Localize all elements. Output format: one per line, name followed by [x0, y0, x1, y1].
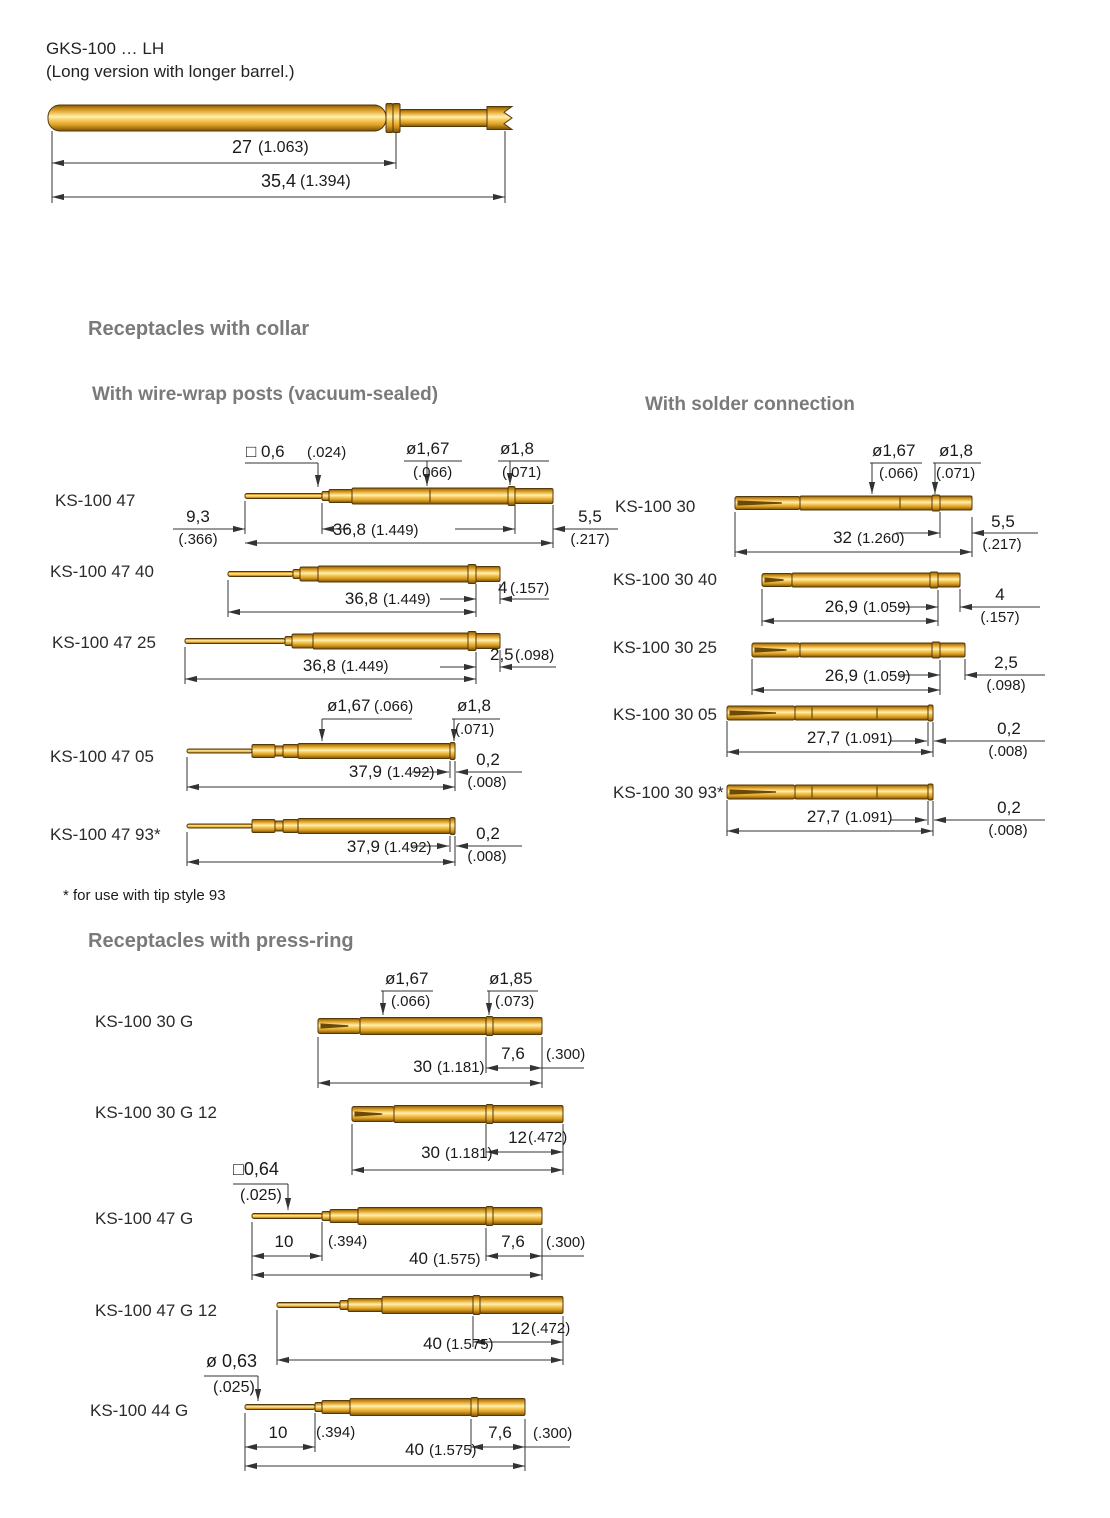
text-solder-rows-3-tail_mm: 0,2	[997, 719, 1021, 738]
text-press_ring-rows-2-model: KS-100 47 G	[95, 1209, 194, 1228]
text-top-dims-total_mm: 35,4	[260, 171, 296, 191]
text-wire_wrap-rows-4-len_mm: 37,9	[346, 837, 380, 856]
text-press_ring-rows-3-model: KS-100 47 G 12	[95, 1301, 217, 1320]
text-wire_wrap-rows-4-model: KS-100 47 93*	[50, 825, 161, 844]
text-wire_wrap-rows-3-model: KS-100 47 05	[50, 747, 154, 766]
text-wire_wrap-rows-2-len_in: (1.449)	[341, 658, 389, 675]
text-solder-rows-3-tail_in: (.008)	[988, 743, 1028, 760]
text-callouts-sq064-v: □0,64	[233, 1159, 279, 1179]
text-press_ring-rows-3-tail_mm: 12	[511, 1319, 530, 1338]
text-solder-rows-3-len_in: (1.091)	[845, 730, 893, 747]
text-press_ring-rows-1-model: KS-100 30 G 12	[95, 1103, 217, 1122]
text-callouts-d167b-v: ø1,67	[327, 696, 371, 715]
text-top-dims-inner_mm: 27	[231, 137, 252, 157]
text-callouts-d167-v: ø1,67	[406, 439, 450, 458]
text-press_ring-rows-3-len_in: (1.575)	[446, 1336, 494, 1353]
text-wire_wrap-rows-1-tail_in: (.157)	[510, 580, 550, 597]
text-solder-rows-4-model: KS-100 30 93*	[613, 783, 724, 802]
probe-drawing-ks-100-47-25	[185, 632, 500, 651]
text-wire_wrap-rows-2-model: KS-100 47 25	[52, 633, 156, 652]
text-solder-rows-1-len_mm: 26,9	[824, 597, 858, 616]
text-press_ring-rows-4-tail_in: (.300)	[533, 1425, 573, 1442]
text-solder-rows-1-len_in: (1.059)	[863, 599, 911, 616]
text-press_ring-rows-0-len_mm: 30	[413, 1057, 432, 1076]
top-subtitle: (Long version with longer barrel.)	[46, 62, 295, 81]
text-solder-rows-4-len_mm: 27,7	[806, 807, 840, 826]
text-press_ring-rows-1-tail_mm: 12	[508, 1128, 527, 1147]
text-callouts-d167-v: ø1,67	[872, 441, 916, 460]
text-press_ring-rows-2-tail_in: (.300)	[546, 1234, 586, 1251]
text-callouts-d18b-in: (.071)	[455, 721, 495, 738]
probe-drawing-ks-100-30-g	[318, 1017, 542, 1036]
text-wire_wrap-rows-2-len_mm: 36,8	[302, 656, 336, 675]
probe-drawing-ks-100-47-g-12	[277, 1296, 563, 1315]
text-press_ring-rows-2-pin_in: (.394)	[328, 1233, 368, 1250]
probe-drawing-ks-100-47-93	[187, 818, 455, 835]
text-solder-rows-2-tail_in: (.098)	[986, 677, 1026, 694]
text-press_ring-rows-0-tail_in: (.300)	[546, 1046, 586, 1063]
text-press_ring-rows-1-len_in: (1.181)	[445, 1145, 493, 1162]
probe-drawing-ks-100-47-05	[187, 743, 455, 760]
probe-drawing-ks-100-47	[245, 487, 553, 506]
text-solder-rows-0-tail_mm: 5,5	[991, 512, 1015, 531]
text-wire_wrap-rows-4-tail_in: (.008)	[467, 848, 507, 865]
text-callouts-d167-in: (.066)	[391, 993, 431, 1010]
probe-drawing-ks-100-30-25	[752, 642, 965, 658]
probe-drawing-ks-100-30-93	[727, 784, 933, 800]
probe-drawing-ks-100-30-g-12	[352, 1105, 563, 1124]
heading-receptacles-with-collar: Receptacles with collar	[88, 318, 310, 340]
text-press_ring-rows-2-pin_mm: 10	[274, 1232, 294, 1251]
text-solder-rows-1-tail_mm: 4	[995, 585, 1005, 604]
text-callouts-d167b-in: (.066)	[374, 698, 414, 715]
text-solder-rows-4-len_in: (1.091)	[845, 809, 893, 826]
text-solder-rows-3-model: KS-100 30 05	[613, 705, 717, 724]
text-callouts-sq06-v: □ 0,6	[246, 442, 285, 461]
text-wire_wrap-rows-0-pin_mm: 9,3	[186, 507, 210, 526]
heading-receptacles-press-ring: Receptacles with press-ring	[88, 930, 354, 952]
text-solder-rows-4-tail_mm: 0,2	[997, 798, 1021, 817]
text-press_ring-rows-0-tail_mm: 7,6	[501, 1044, 525, 1063]
text-solder-rows-0-len_in: (1.260)	[857, 530, 905, 547]
text-wire_wrap-rows-0-model: KS-100 47	[55, 491, 136, 510]
text-wire_wrap-rows-0-len_mm: 36,8	[332, 520, 366, 539]
text-press_ring-rows-0-len_in: (1.181)	[437, 1059, 485, 1076]
text-press_ring-rows-4-len_mm: 40	[405, 1440, 424, 1459]
text-top-dims-total_in: (1.394)	[300, 173, 351, 190]
text-wire_wrap-rows-1-tail_mm: 4	[498, 578, 508, 597]
text-callouts-d18-v: ø1,8	[939, 441, 974, 460]
text-solder-rows-2-tail_mm: 2,5	[994, 653, 1018, 672]
top-title: GKS-100 … LH	[46, 39, 165, 58]
text-callouts-d18-in: (.071)	[936, 465, 976, 482]
text-press_ring-rows-4-pin_mm: 10	[268, 1423, 288, 1442]
text-solder-rows-0-len_mm: 32	[833, 528, 852, 547]
text-press_ring-rows-1-tail_in: (.472)	[528, 1129, 568, 1146]
text-solder-rows-1-tail_in: (.157)	[980, 609, 1020, 626]
text-wire_wrap-rows-3-len_mm: 37,9	[348, 762, 382, 781]
text-wire_wrap-rows-0-len_in: (1.449)	[371, 522, 419, 539]
text-wire_wrap-rows-1-len_mm: 36,8	[344, 589, 378, 608]
text-wire_wrap-rows-0-tail_mm: 5,5	[578, 507, 602, 526]
text-press_ring-rows-2-len_in: (1.575)	[433, 1251, 481, 1268]
text-solder-rows-1-model: KS-100 30 40	[613, 570, 717, 589]
probe-drawing-gks-100-lh	[48, 104, 512, 133]
text-press_ring-rows-4-pin_in: (.394)	[316, 1424, 356, 1441]
probe-drawing-ks-100-30-05	[727, 705, 933, 721]
text-press_ring-rows-3-len_mm: 40	[423, 1334, 442, 1353]
text-callouts-d167-v: ø1,67	[385, 969, 429, 988]
probe-drawing-ks-100-44-g	[245, 1398, 525, 1417]
text-press_ring-rows-1-len_mm: 30	[421, 1143, 440, 1162]
text-solder-rows-2-len_mm: 26,9	[824, 666, 858, 685]
text-press_ring-rows-4-len_in: (1.575)	[429, 1442, 477, 1459]
heading-wire-wrap-posts: With wire-wrap posts (vacuum-sealed)	[92, 384, 439, 405]
probe-drawing-ks-100-30	[735, 495, 972, 511]
text-wire_wrap-rows-1-model: KS-100 47 40	[50, 562, 154, 581]
text-callouts-d18b-v: ø1,8	[457, 696, 492, 715]
text-solder-rows-3-len_mm: 27,7	[806, 728, 840, 747]
probe-drawing-ks-100-47-g	[252, 1207, 542, 1226]
text-press_ring-rows-2-tail_mm: 7,6	[501, 1232, 525, 1251]
text-wire_wrap-rows-2-tail_mm: 2,5	[490, 645, 514, 664]
footnote-tip-style-93: * for use with tip style 93	[63, 887, 226, 904]
text-top-dims-inner_in: (1.063)	[258, 139, 309, 156]
heading-solder-connection: With solder connection	[645, 394, 855, 415]
text-press_ring-rows-3-tail_in: (.472)	[531, 1320, 571, 1337]
text-callouts-sq06-in: (.024)	[307, 444, 347, 461]
text-solder-rows-0-tail_in: (.217)	[982, 536, 1022, 553]
text-wire_wrap-rows-3-tail_in: (.008)	[467, 774, 507, 791]
text-callouts-d18-v: ø1,8	[500, 439, 535, 458]
probe-drawing-ks-100-47-40	[228, 565, 500, 584]
text-wire_wrap-rows-3-tail_mm: 0,2	[476, 750, 500, 769]
text-callouts-d167-in: (.066)	[879, 465, 919, 482]
text-wire_wrap-rows-0-pin_in: (.366)	[178, 531, 218, 548]
text-callouts-d063-in: (.025)	[213, 1379, 255, 1396]
text-callouts-d18-in: (.071)	[502, 464, 542, 481]
text-wire_wrap-rows-2-tail_in: (.098)	[515, 647, 555, 664]
text-solder-rows-4-tail_in: (.008)	[988, 822, 1028, 839]
text-callouts-d185-in: (.073)	[495, 993, 535, 1010]
text-wire_wrap-rows-4-len_in: (1.492)	[384, 839, 432, 856]
probe-drawing-ks-100-30-40	[762, 572, 960, 588]
text-press_ring-rows-4-model: KS-100 44 G	[90, 1401, 189, 1420]
text-wire_wrap-rows-1-len_in: (1.449)	[383, 591, 431, 608]
text-solder-rows-2-len_in: (1.059)	[863, 668, 911, 685]
text-callouts-d167-in: (.066)	[413, 464, 453, 481]
text-callouts-sq064-in: (.025)	[240, 1187, 282, 1204]
text-press_ring-rows-2-len_mm: 40	[409, 1249, 428, 1268]
text-callouts-d063-v: ø 0,63	[206, 1351, 258, 1371]
text-solder-rows-0-model: KS-100 30	[615, 497, 696, 516]
text-callouts-d185-v: ø1,85	[489, 969, 533, 988]
text-press_ring-rows-0-model: KS-100 30 G	[95, 1012, 194, 1031]
text-wire_wrap-rows-0-tail_in: (.217)	[570, 531, 610, 548]
text-wire_wrap-rows-3-len_in: (1.492)	[387, 764, 435, 781]
text-solder-rows-2-model: KS-100 30 25	[613, 638, 717, 657]
text-press_ring-rows-4-tail_mm: 7,6	[488, 1423, 512, 1442]
text-wire_wrap-rows-4-tail_mm: 0,2	[476, 824, 500, 843]
